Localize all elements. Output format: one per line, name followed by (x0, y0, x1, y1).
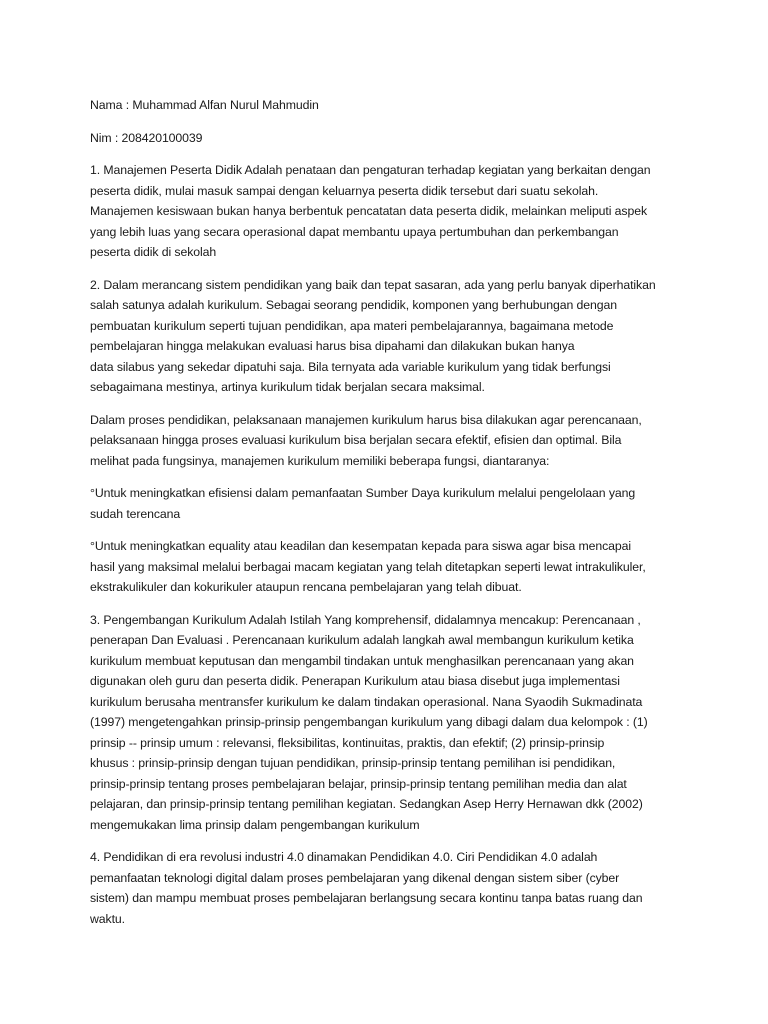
text-line: sistem) dan mampu membuat proses pembelajaran berlangsung secara kontinu tanpa batas ruang dan (90, 891, 643, 905)
student-name: Nama : Muhammad Alfan Nurul Mahmudin (90, 98, 319, 112)
text-line: peserta didik, mulai masuk sampai dengan keluarnya peserta didik tersebut dari suatu sekolah. (90, 183, 599, 198)
text-line: melihat pada fungsinya, manajemen kurikulum memiliki beberapa fungsi, diantaranya: (90, 453, 550, 468)
text-line: °Untuk meningkatkan efisiensi dalam pemanfaatan Sumber Daya kurikulum melalui pengelolaan yang (90, 486, 636, 500)
text-line: sudah terencana (90, 506, 181, 521)
text-line: pemanfaatan teknologi digital dalam proses pembelajaran yang dikenal dengan sistem siber (cyber (90, 870, 620, 885)
text-line: Dalam proses pendidikan, pelaksanaan manajemen kurikulum harus bisa dilakukan agar perencanaan, (90, 412, 642, 427)
text-line: prinsip-prinsip tentang proses pembelajaran belajar, prinsip-prinsip tentang pemilihan media dan alat (90, 776, 627, 791)
text-line: peserta didik di sekolah (90, 245, 217, 259)
paragraph-fungsi-manajemen (90, 410, 690, 472)
text-line: digunakan oleh guru dan peserta didik. Penerapan Kurikulum atau biasa disebut juga implementasi (90, 674, 620, 688)
text-line: kurikulum membuat keputusan dan mengambil tindakan untuk menghasilkan perencanaan yang akan (90, 653, 634, 668)
text-line: khusus : prinsip-prinsip dengan tujuan pendidikan, prinsip-prinsip tentang pemilihan isi pendidikan, (90, 756, 616, 770)
text-line: 2. Dalam merancang sistem pendidikan yang baik dan tepat sasaran, ada yang perlu banyak diperhatikan (90, 277, 656, 292)
paragraph-2-kurikulum (90, 275, 690, 398)
text-line: ekstrakulikuler dan kokurikuler ataupun rencana pembelajaran yang telah dibuat. (90, 580, 522, 594)
text-line: pembuatan kurikulum seperti tujuan pendidikan, apa materi pembelajarannya, bagaimana metode (90, 318, 614, 333)
text-line: pelaksanaan hingga proses evaluasi kurikulum bisa berjalan secara efektif, efisien dan optimal. Bila (90, 433, 622, 447)
paragraph-1-peserta-didik (90, 160, 690, 263)
text-line: °Untuk meningkatkan equality atau keadilan dan kesempatan kepada para siswa agar bisa mencapai (90, 539, 632, 553)
text-line: salah satunya adalah kurikulum. Sebagai seorang pendidik, komponen yang berhubungan dengan (90, 298, 617, 312)
text-line: Manajemen kesiswaan bukan hanya berbentuk pencatatan data peserta didik, melainkan meliputi aspek (90, 204, 647, 218)
text-line: 3. Pengembangan Kurikulum Adalah Istilah Yang komprehensif, didalamnya mencakup: Perencanaan , (90, 612, 641, 627)
text-line: prinsip -- prinsip umum : relevansi, fleksibilitas, kontinuitas, praktis, dan efektif; (2) prinsip-prinsip (90, 735, 605, 750)
text-line: kurikulum berusaha mentransfer kurikulum ke dalam tindakan operasional. Nana Syaodih Sukmadinata (90, 694, 643, 709)
text-line: waktu. (90, 911, 125, 926)
paragraph-4-pendidikan-4-0 (90, 847, 690, 929)
text-line: sebagaimana mestinya, artinya kurikulum tidak berjalan secara maksimal. (90, 380, 485, 394)
text-line: hasil yang maksimal melalui berbagai macam kegiatan yang telah ditetapkan seperti lewat intrakulikuler, (90, 559, 646, 574)
text-line: 4. Pendidikan di era revolusi industri 4.0 dinamakan Pendidikan 4.0. Ciri Pendidikan 4.0 adalah (90, 850, 598, 864)
text-line: data silabus yang sekedar dipatuhi saja. Bila ternyata ada variable kurikulum yang tidak berfungsi (90, 359, 611, 374)
text-line: mengemukakan lima prinsip dalam pengembangan kurikulum (90, 817, 420, 832)
text-line: pembelajaran hingga melakukan evaluasi harus bisa dipahami dan dilakukan bukan hanya (90, 339, 575, 353)
bullet-equality (90, 536, 690, 598)
text-line: (1997) mengetengahkan prinsip-prinsip pengembangan kurikulum yang dibagi dalam dua kelompok : (1) (90, 715, 648, 729)
text-line: penerapan Dan Evaluasi . Perencanaan kurikulum adalah langkah awal membangun kurikulum ketika (90, 633, 634, 647)
paragraph-3-pengembangan (90, 610, 690, 836)
bullet-efisiensi (90, 483, 690, 524)
text-line: 1. Manajemen Peserta Didik Adalah penataan dan pengaturan terhadap kegiatan yang berkaitan dengan (90, 163, 651, 177)
document-body (90, 95, 690, 941)
text-line: yang lebih luas yang secara operasional dapat membantu upaya pertumbuhan dan perkembangan (90, 224, 619, 239)
text-line: pelajaran, dan prinsip-prinsip tentang pemilihan kegiatan. Sedangkan Asep Herry Hernawan dkk (2002) (90, 797, 643, 811)
student-nim: Nim : 208420100039 (90, 130, 203, 145)
